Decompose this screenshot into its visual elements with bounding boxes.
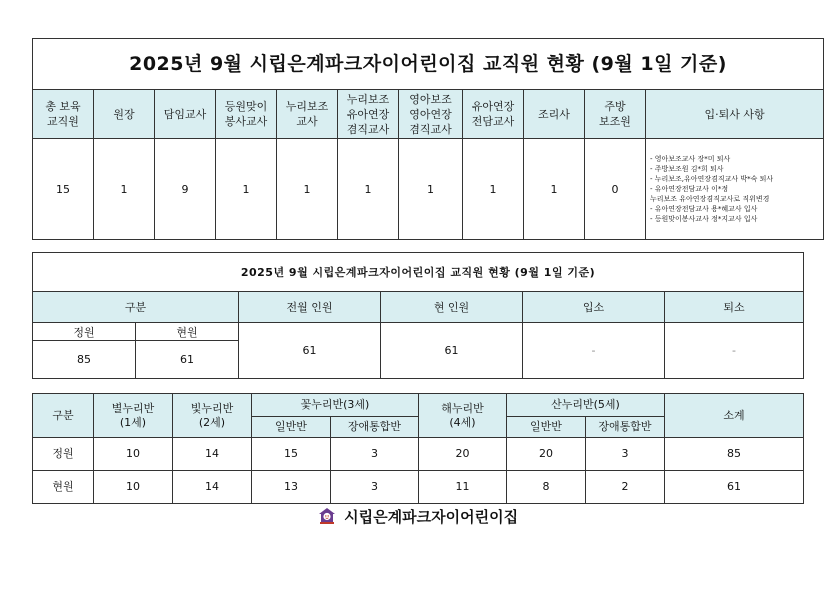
staff-change-note: 누리보조 유아연장겸직교사로 직위변경 (650, 195, 770, 203)
header-bit-class (173, 394, 252, 438)
row-cell: 3 (586, 438, 665, 471)
table-row (33, 471, 804, 504)
header-sun-class-name: 해누리반 (441, 401, 484, 415)
header-admission: 입소 (523, 292, 665, 323)
header-withdrawal: 퇴소 (665, 292, 804, 323)
staff-header-line: 조리사 (538, 107, 570, 121)
row-cell: 61 (665, 471, 804, 504)
staff-header-line: 보조원 (599, 115, 631, 128)
row-cell: 13 (252, 471, 331, 504)
header-current: 현 인원 (381, 292, 523, 323)
staff-header-line: 유아연장 (471, 100, 515, 113)
header-gubun: 구분 (33, 292, 239, 323)
row-cell: 20 (507, 438, 586, 471)
staff-header-line: 전담교사 (471, 115, 515, 128)
daycare-logo-icon (317, 507, 337, 529)
staff-status-table (32, 38, 824, 240)
header-star-class (94, 394, 173, 438)
header-mountain-inclusive: 장애통합반 (586, 417, 665, 438)
staff-header-line: 누리보조 (285, 100, 329, 113)
value-prev-month: 61 (239, 323, 381, 379)
staff-header-line: 겸직교사 (409, 122, 452, 136)
staff-count-9: 0 (585, 139, 646, 240)
staff-change-note: - 등원맞이봉사교사 정*지교사 입사 (650, 215, 758, 223)
staff-header-line: 원장 (113, 107, 135, 121)
staff-count-2: 9 (155, 139, 216, 240)
staff-header-line: 총 보육 (45, 100, 81, 113)
enrollment-summary-table (32, 252, 804, 379)
staff-change-note: - 유아연장전담교사 용*혜교사 입사 (650, 205, 758, 213)
row-label: 정원 (33, 438, 94, 471)
staff-header-line: 영아보조 (409, 92, 452, 106)
staff-count-3: 1 (216, 139, 277, 240)
value-current: 61 (381, 323, 523, 379)
staff-header-line: 담임교사 (163, 107, 207, 121)
staff-header-line: 누리보조 (346, 92, 390, 106)
class-enrollment-table (32, 393, 804, 504)
header-bit-class-age: (2세) (198, 415, 226, 429)
staff-change-note: - 영아보조교사 장*미 퇴사 (650, 155, 731, 163)
header-subtotal: 소계 (665, 394, 804, 438)
staff-count-0: 15 (33, 139, 94, 240)
row-cell: 3 (331, 471, 419, 504)
row-label: 현원 (33, 471, 94, 504)
staff-header-line: 영아연장 (409, 107, 452, 121)
table1-title: 2025년 9월 시립은계파크자이어린이집 교직원 현황 (9월 1일 기준) (33, 39, 824, 90)
staff-header-2 (155, 90, 216, 139)
header-mountain-general: 일반반 (507, 417, 586, 438)
staff-header-0 (33, 90, 94, 139)
staff-count-1: 1 (94, 139, 155, 240)
staff-header-line: 등원맞이 (224, 100, 268, 113)
staff-header-5 (338, 90, 399, 139)
staff-change-note: - 누리보조,유아연장겸직교사 박*숙 퇴사 (650, 175, 774, 183)
value-present: 61 (136, 341, 239, 379)
row-cell: 8 (507, 471, 586, 504)
staff-header-line: 교사 (296, 115, 318, 128)
row-cell: 14 (173, 438, 252, 471)
row-cell: 14 (173, 471, 252, 504)
header-sun-class (419, 394, 507, 438)
staff-change-note: - 유아연장전담교사 이*정 (650, 185, 729, 193)
header-flower-inclusive: 장애통합반 (331, 417, 419, 438)
staff-header-line: 주방 (604, 100, 626, 113)
staff-count-5: 1 (338, 139, 399, 240)
staff-count-4: 1 (277, 139, 338, 240)
value-withdrawal: - (665, 323, 804, 379)
staff-header-4 (277, 90, 338, 139)
footer-organization (0, 506, 835, 529)
table-row (33, 438, 804, 471)
row-cell: 3 (331, 438, 419, 471)
row-cell: 2 (586, 471, 665, 504)
header-star-class-name: 별누리반 (111, 401, 155, 415)
row-cell: 10 (94, 471, 173, 504)
staff-header-line: 겸직교사 (346, 122, 390, 136)
header-star-class-age: (1세) (119, 415, 147, 429)
header-present: 현원 (136, 323, 239, 341)
staff-header-line: 봉사교사 (224, 115, 268, 128)
row-cell: 11 (419, 471, 507, 504)
value-admission: - (523, 323, 665, 379)
staff-header-8 (524, 90, 585, 139)
staff-header-10 (646, 90, 824, 139)
staff-header-1 (94, 90, 155, 139)
staff-count-7: 1 (463, 139, 524, 240)
staff-count-8: 1 (524, 139, 585, 240)
header-flower-class: 꽃누리반(3세) (252, 394, 419, 417)
row-cell: 85 (665, 438, 804, 471)
staff-header-6 (399, 90, 463, 139)
header-bit-class-name: 빛누리반 (190, 401, 234, 415)
staff-change-notes (646, 139, 824, 240)
staff-header-7 (463, 90, 524, 139)
footer-organization-name: 시립은계파크자이어린이집 (344, 508, 519, 526)
header-prev-month: 전월 인원 (239, 292, 381, 323)
table2-title: 2025년 9월 시립은계파크자이어린이집 교직원 현황 (9월 1일 기준) (33, 253, 804, 292)
header-gubun: 구분 (33, 394, 94, 438)
staff-header-line: 유아연장 (346, 107, 390, 121)
value-quota: 85 (33, 341, 136, 379)
staff-header-line: 입·퇴사 사항 (704, 107, 765, 121)
staff-header-9 (585, 90, 646, 139)
header-mountain-class: 산누리반(5세) (507, 394, 665, 417)
header-flower-general: 일반반 (252, 417, 331, 438)
staff-count-6: 1 (399, 139, 463, 240)
header-quota: 정원 (33, 323, 136, 341)
row-cell: 10 (94, 438, 173, 471)
staff-header-line: 교직원 (47, 115, 79, 128)
row-cell: 20 (419, 438, 507, 471)
row-cell: 15 (252, 438, 331, 471)
staff-header-3 (216, 90, 277, 139)
staff-change-note: - 주방보조원 김*희 퇴사 (650, 165, 724, 173)
header-sun-class-age: (4세) (449, 415, 476, 429)
